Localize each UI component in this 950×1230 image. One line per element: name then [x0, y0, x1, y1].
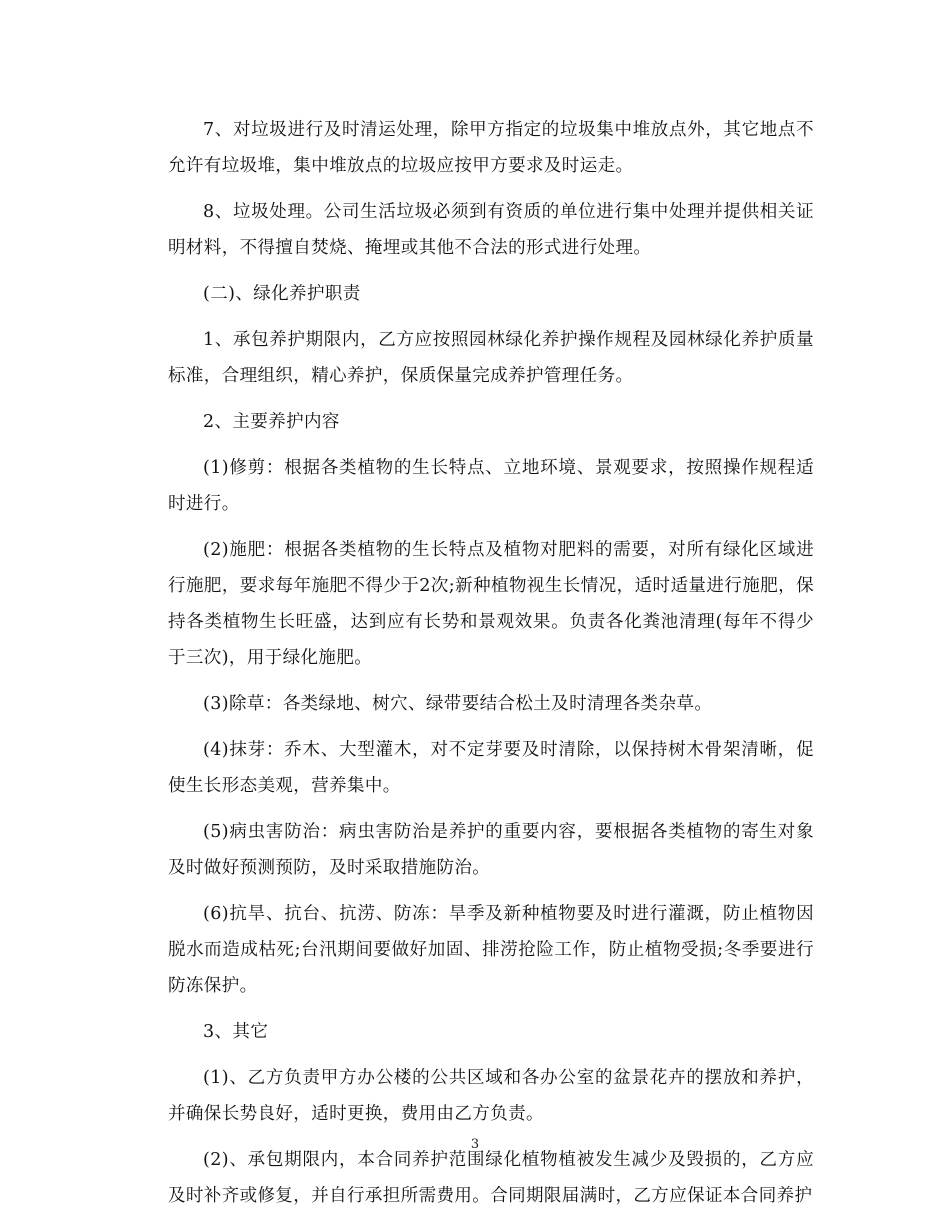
- paragraph: (5)病虫害防治：病虫害防治是养护的重要内容，要根据各类植物的寄生对象及时做好预测预防，及时采取措施防治。: [168, 822, 814, 878]
- paragraph: 7、对垃圾进行及时清运处理，除甲方指定的垃圾集中堆放点外，其它地点不允许有垃圾堆，集中堆放点的垃圾应按甲方要求及时运走。: [168, 120, 814, 176]
- subsection-heading: 2、主要养护内容: [203, 412, 340, 432]
- page-number: 3: [470, 1137, 480, 1152]
- paragraph: (2)、承包期限内，本合同养护范围绿化植物植被发生减少及毁损的，乙方应及时补齐或修复，并自行承担所需费用。合同期限届满时，乙方应保证本合同养护: [168, 1150, 814, 1206]
- subsection-heading: 3、其它: [203, 1022, 269, 1042]
- section-heading: (二)、绿化养护职责: [203, 284, 361, 304]
- paragraph: 8、垃圾处理。公司生活垃圾必须到有资质的单位进行集中处理并提供相关证明材料，不得擅自焚烧、掩埋或其他不合法的形式进行处理。: [168, 202, 814, 258]
- paragraph: (1)、乙方负责甲方办公楼的公共区域和各办公室的盆景花卉的摆放和养护，并确保长势良好，适时更换，费用由乙方负责。: [168, 1068, 814, 1124]
- paragraph: (3)除草：各类绿地、树穴、绿带要结合松土及时清理各类杂草。: [203, 694, 713, 714]
- paragraph: 1、承包养护期限内，乙方应按照园林绿化养护操作规程及园林绿化养护质量标准，合理组织，精心养护，保质保量完成养护管理任务。: [168, 330, 814, 386]
- paragraph: (1)修剪：根据各类植物的生长特点、立地环境、景观要求，按照操作规程适时进行。: [168, 458, 814, 514]
- paragraph: (2)施肥：根据各类植物的生长特点及植物对肥料的需要，对所有绿化区域进行施肥，要求每年施肥不得少于2次;新种植物视生长情况，适时适量进行施肥，保持各类植物生长旺盛，达到应有长势和景观效果。负责各化粪池清理(每年不得少于三次)，用于绿化施肥。: [168, 540, 814, 668]
- paragraph: (6)抗旱、抗台、抗涝、防冻：旱季及新种植物要及时进行灌溉，防止植物因脱水而造成枯死;台汛期间要做好加固、排涝抢险工作，防止植物受损;冬季要进行防冻保护。: [168, 904, 814, 996]
- document-body: [168, 112, 814, 1224]
- paragraph: (4)抹芽：乔木、大型灌木，对不定芽要及时清除，以保持树木骨架清晰，促使生长形态美观，营养集中。: [168, 740, 814, 796]
